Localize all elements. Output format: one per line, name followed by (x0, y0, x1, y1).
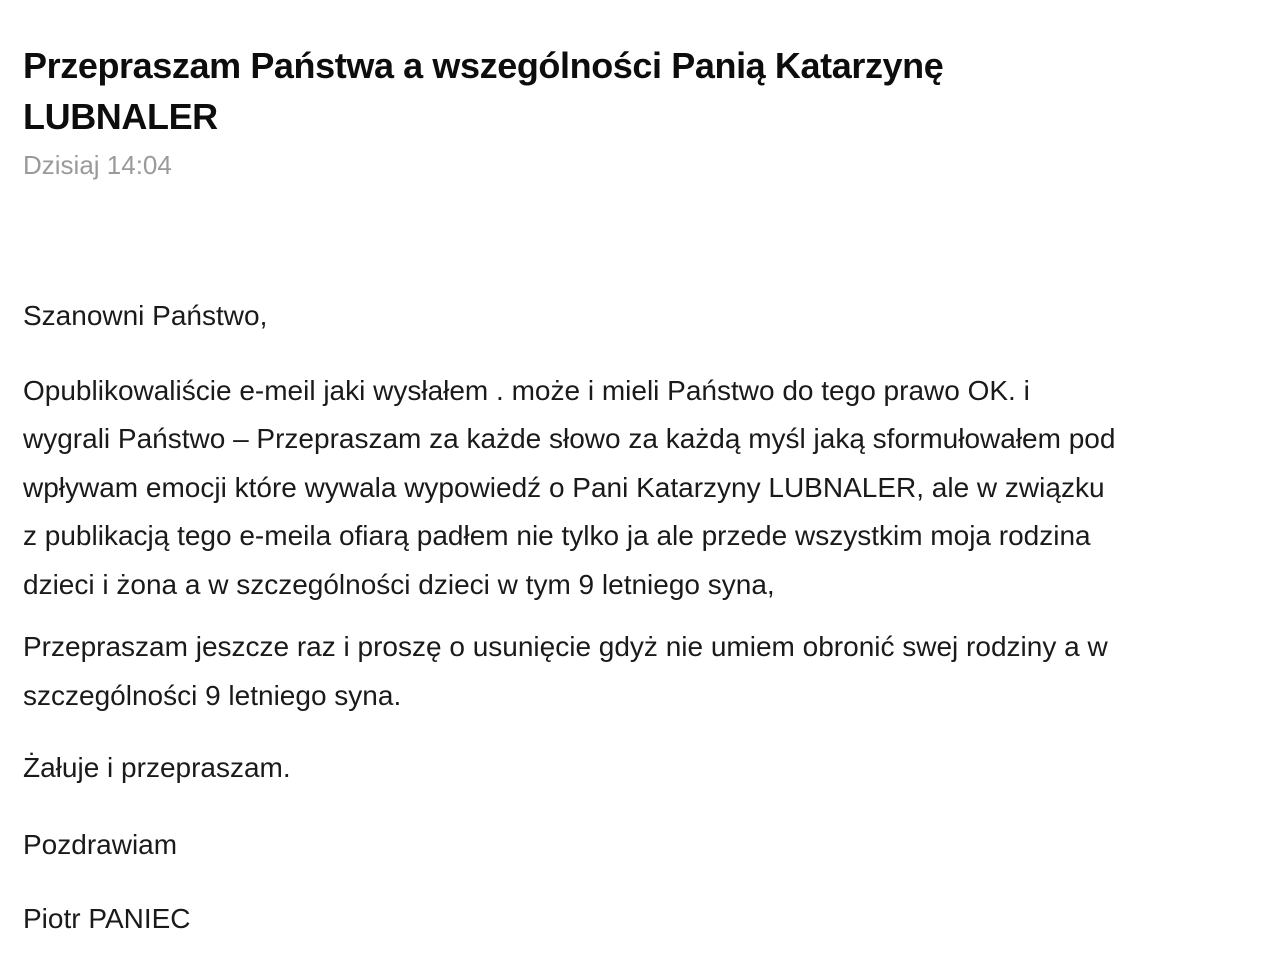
email-signature: Piotr PANIEC (23, 903, 191, 934)
email-paragraph: Opublikowaliście e-meil jaki wysłałem . może i mieli Państwo do tego prawo OK. i wygrali Państwo – Przepraszam za każde słowo za każdą myśl jaką sformułowałem pod wpływam emocji które wywala wypowiedź o Pani Katarzyny LUBNALER, ale w związku z publikacją tego e-meila ofiarą padłem nie tylko ja ale przede wszystkim moja rodzina dzieci i żona a w szczególności dzieci w tym 9 letniego syna, (23, 374, 1116, 600)
email-regards: Pozdrawiam (23, 828, 178, 860)
email-view (23, 0, 1263, 977)
email-subject: Przepraszam Państwa a wszególności Panią Katarzynę LUBNALER (23, 45, 944, 137)
email-greeting: Szanowni Państwo, (23, 300, 268, 331)
email-closing: Żałuje i przepraszam. (23, 752, 291, 783)
email-paragraph: Przepraszam jeszcze raz i proszę o usunięcie gdyż nie umiem obronić swej rodziny a w szczególności 9 letniego syna. (23, 631, 1108, 711)
email-timestamp: Dzisiaj 14:04 (23, 150, 172, 180)
email-body (23, 292, 1263, 962)
